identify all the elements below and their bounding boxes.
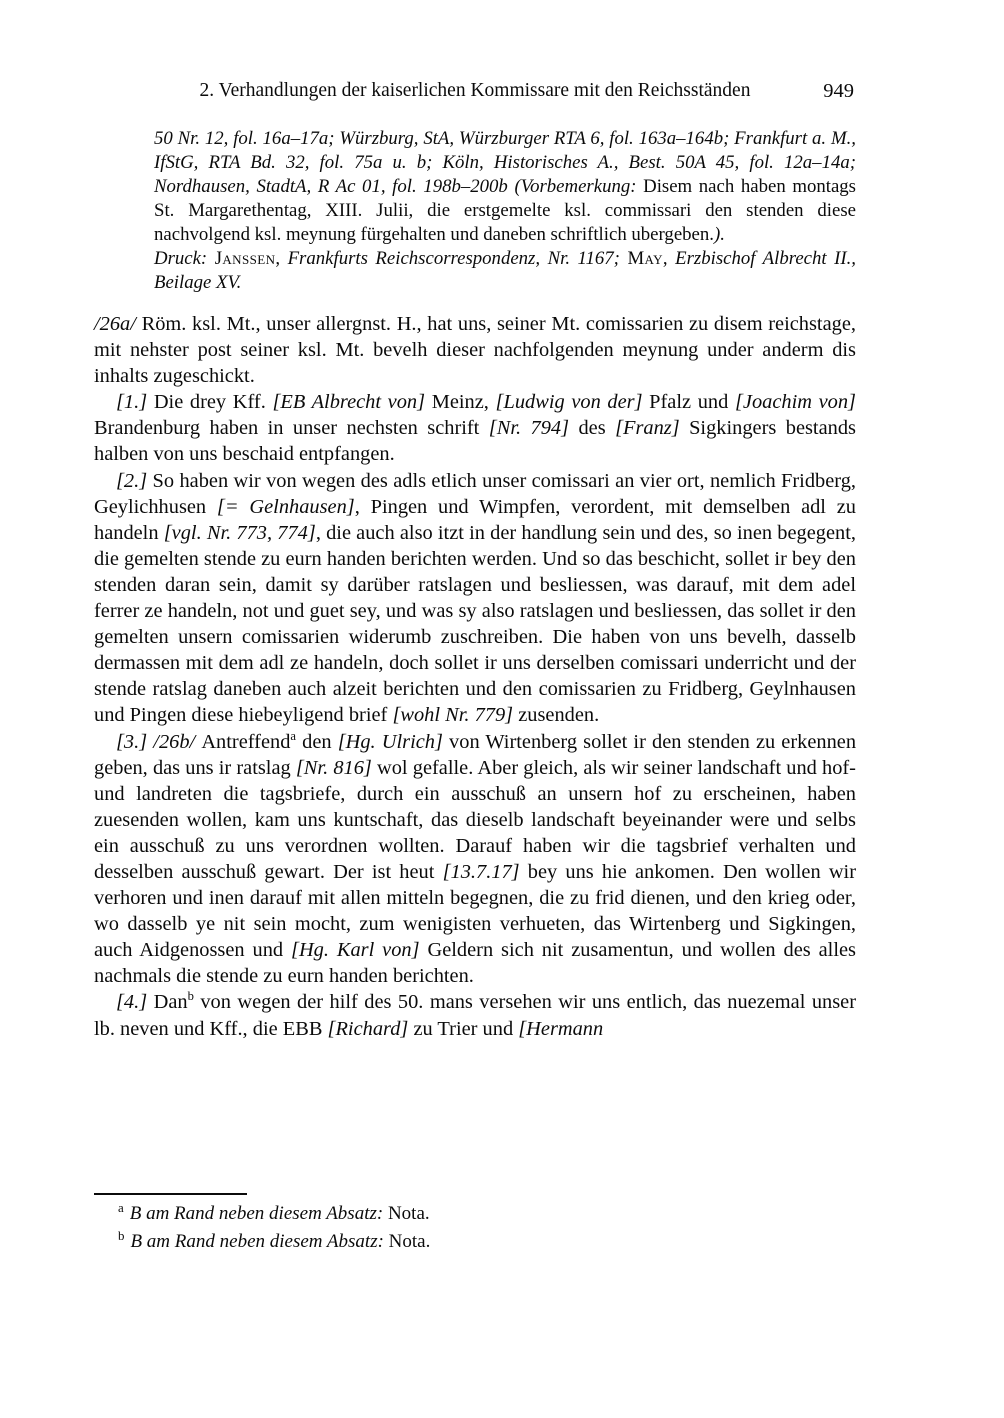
text-segment: [13.7.17] — [442, 860, 520, 883]
body-paragraph-1 — [94, 389, 856, 467]
text-segment: [wohl Nr. 779] — [392, 704, 514, 727]
text-segment: [Hg. Ulrich] — [337, 730, 443, 753]
text-segment: [Nr. 794] — [488, 417, 570, 440]
text-segment: Disem nach haben montags St. Margarethentag, XIII. Julii, die erstgemelte ksl. commissari den stenden diese nachvolgend ksl. meynung fürgehalten und daneben schriftlich ubergeben. — [154, 176, 856, 245]
text-segment: [Nr. 816] — [295, 756, 372, 779]
text-segment: , — [275, 248, 288, 269]
text-segment: [Richard] — [327, 1017, 409, 1040]
page-number: 949 — [823, 80, 854, 102]
text-segment: Druck: — [154, 248, 215, 269]
text-segment: [3.] /26b/ — [116, 730, 202, 753]
text-segment: Nota. — [383, 1203, 430, 1224]
text-segment: Die drey Kff. — [153, 391, 273, 414]
footnotes-block — [94, 1193, 856, 1256]
text-segment: [vgl. Nr. 773, 774] — [163, 521, 316, 544]
text-segment: [Franz] — [615, 417, 680, 440]
text-segment: wol gefalle. Aber gleich, als wir seiner landschaft und hof- und landreten die tagsbriefe, durch ein ausschuß an unsern hof zu erscheinen, haben zuesenden wollen, kam uns kuntschaft, das dieselb landschaft beyeinander were und selbs ein ausschuß zu uns verordnen wollten. Darauf haben wir die tagsbrief verhalten und desselben ausschuß gewart. Der ist heut — [94, 756, 856, 883]
text-segment: [Hermann — [518, 1017, 604, 1040]
text-segment: [Ludwig von der] — [495, 391, 643, 414]
text-segment: [4.] — [116, 991, 154, 1014]
text-segment: Sigkingers bestands halben von uns beschaid entpfangen. — [94, 417, 856, 466]
text-segment: , Pingen und Wimpfen, verordent, mit demselben adl zu handeln — [94, 495, 857, 544]
text-segment: b — [187, 989, 194, 1004]
text-segment: zu Trier und — [408, 1017, 519, 1040]
text-segment: B am Rand neben diesem Absatz: — [130, 1231, 384, 1252]
running-head-title: 2. Verhandlungen der kaiserlichen Kommissare mit den Reichsständen — [199, 80, 751, 101]
footnote-a-marker: a — [118, 1199, 124, 1215]
footnote-a — [94, 1200, 856, 1228]
text-segment: bey uns hie ankomen. Den wollen wir verhoren und inen darauf mit allen mitteln begegnen, die zu frid dienen, und den krieg oder, wo dasselb ye nit sein mocht, zum wenigisten verhueten, das Wirtenberg und Sigkingen, auch Aidgenossen und — [94, 860, 856, 962]
text-segment: Frankfurts Reichscorrespondenz, Nr. 1167; — [287, 248, 628, 269]
text-segment: 50 Nr. 12, fol. 16a–17a; Würzburg, StA, Würzburger RTA 6, fol. 163a–164b; Frankfurt a. M., IfStG, RTA Bd. 32, fol. 75a u. b; Köln, Historisches A., Best. 50A 45, fol. 12a–14a; Nordhausen, StadtA, R Ac 01, fol. 198b–200b (Vorbemerkung: — [154, 128, 856, 197]
text-segment: Brandenburg haben in unser nechsten schrift — [94, 417, 489, 440]
footnote-b — [94, 1228, 856, 1256]
body-paragraph-3 — [94, 729, 856, 990]
text-segment: So haben wir von wegen des adls etlich unser comissari an vier ort, nemlich Fridberg, Geylichhusen — [94, 469, 856, 518]
apparatus-sources-note — [154, 127, 856, 247]
footnote-b-marker: b — [118, 1227, 125, 1243]
text-segment: [EB Albrecht von] — [272, 391, 426, 414]
text-segment: ). — [713, 224, 725, 245]
text-segment: /26a/ — [94, 313, 142, 335]
text-segment: a — [290, 728, 297, 743]
page-header — [94, 78, 856, 106]
text-segment: von Wirtenberg sollet ir den stenden zu erkennen geben, das uns ir ratslag — [94, 730, 857, 779]
text-segment: Geldern sich nit zusamentun, und wollen des alles nachmals die stende zu eurn handen berichten. — [94, 939, 856, 988]
body-paragraph-intro — [94, 311, 856, 389]
text-segment: [Hg. Karl von] — [291, 939, 420, 962]
text-segment: Röm. ksl. Mt., unser allergnst. H., hat uns, seiner Mt. comissarien zu disem reichstage, mit nehster post seiner ksl. Mt. bevelh dieser nachfolgenden meynung under anderm dis inhalts zugeschickt. — [94, 313, 856, 388]
text-segment: [2.] — [116, 469, 153, 492]
footnote-a-text — [130, 1203, 430, 1224]
text-segment: B am Rand neben diesem Absatz: — [129, 1203, 384, 1224]
text-segment: [Joachim von] — [734, 391, 856, 414]
body-paragraph-4 — [94, 989, 856, 1041]
footnote-b-text — [130, 1231, 430, 1252]
text-segment: Meinz, — [425, 391, 496, 414]
body-paragraph-2 — [94, 468, 856, 729]
text-segment: den — [296, 730, 338, 753]
document-body — [94, 311, 856, 1042]
text-segment: Erzbischof Albrecht II., Beilage XV. — [154, 248, 856, 293]
apparatus-print-note — [154, 247, 856, 295]
source-apparatus-block — [154, 127, 856, 295]
text-segment: , — [662, 248, 676, 269]
text-segment: von wegen der hilf des 50. mans versehen wir uns entlich, das nuezemal unser lb. neven und Kff., die EBB — [94, 991, 856, 1040]
text-segment: Pfalz und — [642, 391, 735, 414]
text-segment: des — [569, 417, 616, 440]
text-segment: May — [627, 248, 663, 269]
text-segment: Janssen — [214, 248, 276, 269]
text-segment: , die auch also itzt in der handlung sein und des, so inen begegent, die gemelten stende zu eurn handen berichten werden. Und so das beschicht, sollet ir bey den stenden daran sein, damit sy darüber ratslagen und besliessen, was darauf, mit dem adel ferrer ze handeln, not und guet sey, und was sy also ratslagen und besliessen, das sollet ir den gemelten unsern comissarien widerumb zuschreiben. Die haben von uns bevelh, dasselb dermassen mit dem adl ze handeln, doch sollet ir uns derselben comissari underricht und der stende ratslag daneben auch alzeit berichten und den comissarien zu Fridberg, Geylnhausen und Pingen diese hiebeyligend brief — [94, 521, 856, 727]
text-segment: Nota. — [383, 1231, 431, 1252]
text-segment: zusenden. — [513, 704, 600, 727]
text-segment: Antreffend — [201, 730, 291, 753]
text-segment: [1.] — [116, 391, 154, 414]
footnote-separator-rule — [94, 1193, 247, 1195]
text-column — [94, 78, 856, 1042]
text-segment: [= Gelnhausen] — [216, 495, 355, 518]
text-segment: Dan — [153, 991, 188, 1014]
